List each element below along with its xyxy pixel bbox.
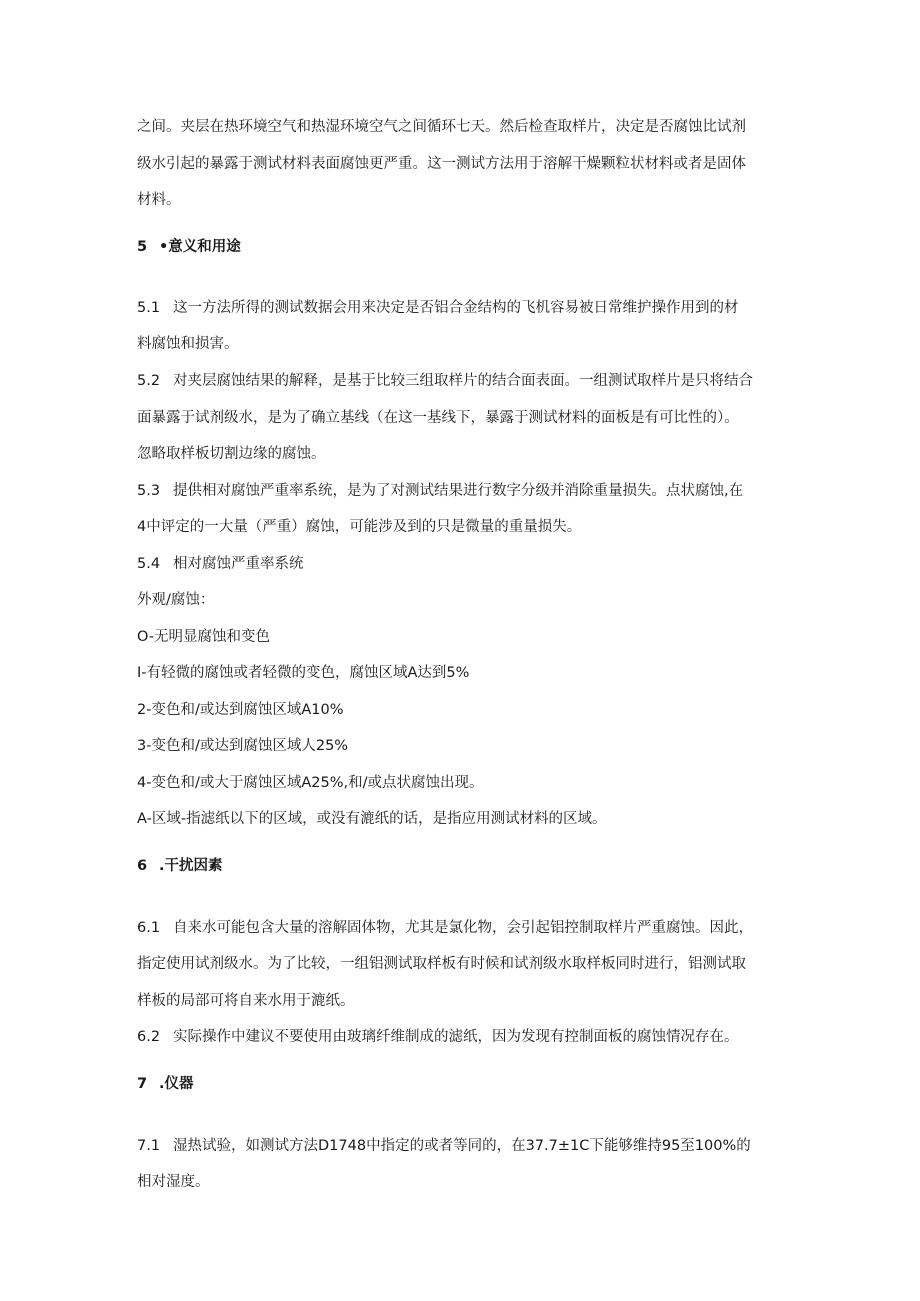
section-number: 5	[137, 239, 148, 255]
paragraph-text: 这一方法所得的测试数据会用来决定是否铝合金结构的飞机容易被日常维护操作用到的材	[173, 300, 739, 316]
paragraph-7-1	[137, 1136, 797, 1156]
paragraph-text: 湿热试验，如测试方法D1748中指定的或者等同的，在37.7±1C下能够维持95至100%的	[173, 1138, 751, 1154]
scale-title: 外观/腐蚀：	[137, 592, 215, 608]
scale-item: 4-变色和/或大于腐蚀区域A25%,和/或点状腐蚀出现。	[137, 775, 484, 791]
section-title: .干扰因素	[159, 858, 223, 874]
section-number: 6	[137, 858, 148, 874]
paragraph-line: 面暴露于试剂级水，是为了确立基线（在这一基线下，暴露于测试材料的面板是有可比性的）。	[137, 410, 739, 426]
paragraph-number: 5.3	[137, 483, 161, 499]
paragraph-line: 指定使用试剂级水。为了比较，一组铝测试取样板有时候和试剂级水取样板同时进行，铝测试取	[137, 956, 746, 972]
paragraph-5-1	[137, 298, 797, 318]
paragraph-text: 相对腐蚀严重率系统	[173, 556, 304, 572]
section-heading-6	[137, 856, 797, 876]
paragraph-6-1	[137, 918, 797, 938]
paragraph-line: 相对湿度。	[137, 1174, 210, 1190]
paragraph-line: 级水引起的暴露于测试材料表面腐蚀更严重。这一测试方法用于溶解干燥颗粒状材料或者是固体	[137, 156, 746, 172]
paragraph-6-2	[137, 1027, 797, 1047]
section-heading-5	[137, 237, 797, 257]
scale-item: I-有轻微的腐蚀或者轻微的变色，腐蚀区域A达到5%	[137, 665, 470, 681]
paragraph-text: 实际操作中建议不要使用由玻璃纤维制成的滤纸，因为发现有控制面板的腐蚀情况存在。	[173, 1029, 739, 1045]
section-title: •意义和用途	[159, 239, 241, 255]
paragraph-line: 料腐蚀和损害。	[137, 336, 239, 352]
section-heading-7	[137, 1074, 797, 1094]
paragraph-number: 5.2	[137, 373, 161, 389]
paragraph-line: 材料。	[137, 192, 181, 208]
paragraph-5-3	[137, 481, 797, 501]
paragraph-line: 4中评定的一大量（严重）腐蚀，可能涉及到的只是微量的重量损失。	[137, 519, 582, 535]
scale-item: O-无明显腐蚀和变色	[137, 629, 271, 645]
paragraph-line: 忽略取样板切割边缘的腐蚀。	[137, 446, 326, 462]
paragraph-number: 5.4	[137, 556, 161, 572]
paragraph-text: 自来水可能包含大量的溶解固体物，尤其是氯化物，会引起铝控制取样片严重腐蚀。因此，	[173, 920, 753, 936]
scale-item: A-区域-指滤纸以下的区域，或没有漉纸的话，是指应用测试材料的区域。	[137, 811, 607, 827]
paragraph-number: 6.2	[137, 1029, 161, 1045]
paragraph-text: 对夹层腐蚀结果的解释，是基于比较三组取样片的结合面表面。一组测试取样片是只将结合	[173, 373, 753, 389]
paragraph-line: 之间。夹层在热环境空气和热湿环境空气之间循环七天。然后检查取样片，决定是否腐蚀比试剂	[137, 119, 746, 135]
paragraph-text: 提供相对腐蚀严重率系统，是为了对测试结果进行数字分级并消除重量损失。点状腐蚀,在	[173, 483, 744, 499]
scale-item: 2-变色和/或达到腐蚀区域A10%	[137, 702, 344, 718]
paragraph-5-4	[137, 554, 797, 574]
paragraph-number: 5.1	[137, 300, 161, 316]
section-title: .仪器	[159, 1076, 194, 1092]
paragraph-number: 7.1	[137, 1138, 161, 1154]
scale-item: 3-变色和/或达到腐蚀区域人25%	[137, 738, 349, 754]
paragraph-number: 6.1	[137, 920, 161, 936]
paragraph-5-2	[137, 371, 797, 391]
section-number: 7	[137, 1076, 148, 1092]
paragraph-line: 样板的局部可将自来水用于漉纸。	[137, 993, 355, 1009]
